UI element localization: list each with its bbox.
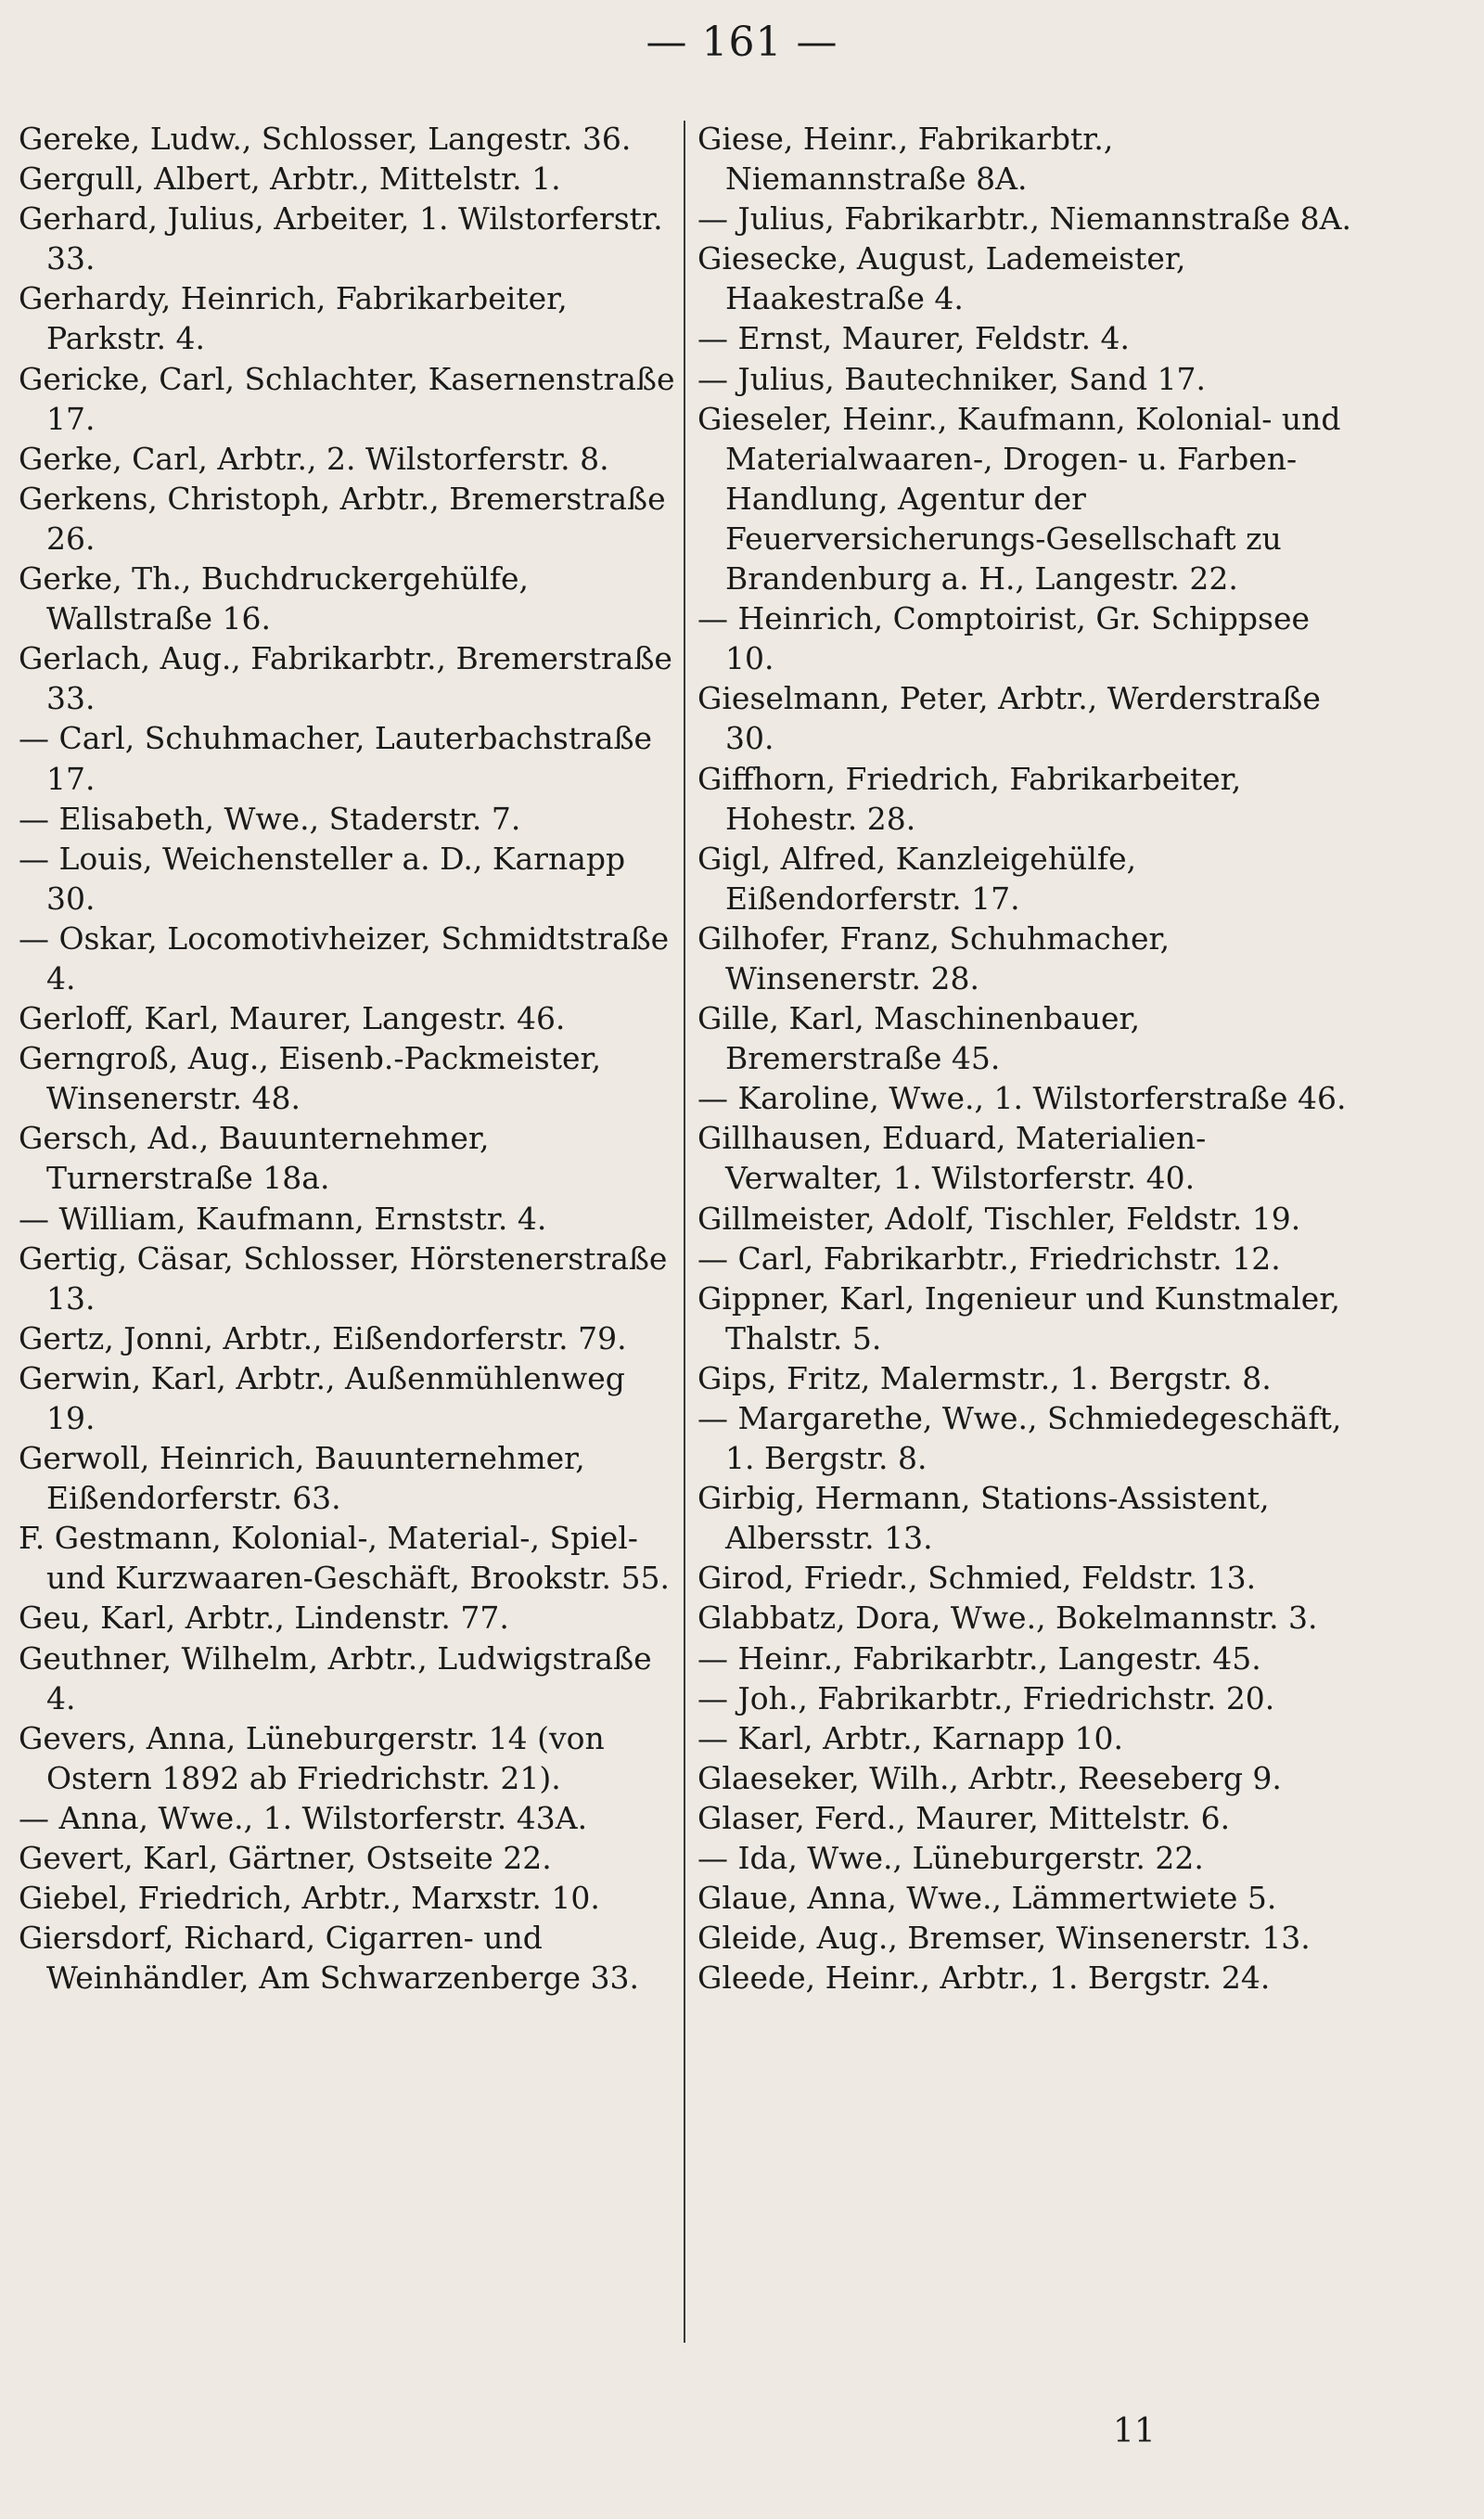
directory-entry: Gieselmann, Peter, Arbtr., Werderstraße 30.: [697, 680, 1321, 757]
directory-entry: Gillhausen, Eduard, Materialien-Verwalter, 1. Wilstorferstr. 40.: [697, 1120, 1207, 1197]
directory-entry: Gerhard, Julius, Arbeiter, 1. Wilstorferstr. 33.: [19, 200, 663, 277]
directory-entry: Geuthner, Wilhelm, Arbtr., Ludwigstraße 4.: [19, 1639, 652, 1716]
sheet-signature: 11: [1113, 2412, 1156, 2450]
directory-entry: Giersdorf, Richard, Cigarren- und Weinhändler, Am Schwarzenberge 33.: [19, 1920, 639, 1997]
directory-entry: Gereke, Ludw., Schlosser, Langestr. 36.: [19, 121, 632, 157]
directory-entry: — Julius, Fabrikarbtr., Niemannstraße 8A.: [697, 200, 1351, 238]
directory-entry: — Ida, Wwe., Lüneburgerstr. 22.: [697, 1840, 1204, 1877]
directory-entry: Gevers, Anna, Lüneburgerstr. 14 (von Ostern 1892 ab Friedrichstr. 21).: [19, 1719, 605, 1796]
directory-entry: — Heinr., Fabrikarbtr., Langestr. 45.: [697, 1639, 1261, 1677]
directory-entry: Gertig, Cäsar, Schlosser, Hörstenerstraße 13.: [19, 1240, 668, 1317]
directory-entry: Gilhofer, Franz, Schuhmacher, Winsenerstr. 28.: [697, 919, 1171, 996]
right-column: [697, 119, 1358, 1998]
left-column: [19, 119, 679, 1998]
directory-entry: Gerke, Th., Buchdruckergehülfe, Wallstraße 16.: [19, 560, 530, 637]
directory-entry: Giese, Heinr., Fabrikarbtr., Niemannstraße 8A.: [697, 121, 1114, 198]
directory-entry: Gerloff, Karl, Maurer, Langestr. 46.: [19, 1000, 566, 1037]
directory-entry: Gigl, Alfred, Kanzleigehülfe, Eißendorferstr. 17.: [697, 840, 1137, 917]
directory-entry: Gerkens, Christoph, Arbtr., Bremerstraße 26.: [19, 480, 666, 557]
directory-entry: Gerlach, Aug., Fabrikarbtr., Bremerstraße 33.: [19, 640, 672, 717]
directory-entry: — Ernst, Maurer, Feldstr. 4.: [697, 320, 1131, 357]
directory-entry: — Joh., Fabrikarbtr., Friedrichstr. 20.: [697, 1679, 1275, 1716]
directory-entry: Gleede, Heinr., Arbtr., 1. Bergstr. 24.: [697, 1960, 1271, 1997]
directory-entry: Gertz, Jonni, Arbtr., Eißendorferstr. 79.: [19, 1319, 627, 1356]
directory-entry: Giesecke, August, Lademeister, Haakestraße 4.: [697, 240, 1186, 317]
directory-entry: Girbig, Hermann, Stations-Assistent, Albersstr. 13.: [697, 1480, 1270, 1557]
directory-entry: — Margarethe, Wwe., Schmiedegeschäft, 1. Bergstr. 8.: [697, 1400, 1342, 1477]
directory-entry: Gerwin, Karl, Arbtr., Außenmühlenweg 19.: [19, 1359, 625, 1436]
directory-entry: Gerngroß, Aug., Eisenb.-Packmeister, Winsenerstr. 48.: [19, 1040, 602, 1117]
directory-entry: F. Gestmann, Kolonial-, Material-, Spiel- und Kurzwaaren-Geschäft, Brookstr. 55.: [19, 1520, 671, 1597]
directory-entry: — Oskar, Locomotivheizer, Schmidtstraße 4.: [19, 919, 670, 996]
directory-entry: Glaue, Anna, Wwe., Lämmertwiete 5.: [697, 1880, 1277, 1917]
directory-entry: Giffhorn, Friedrich, Fabrikarbeiter, Hohestr. 28.: [697, 760, 1242, 837]
directory-entry: — William, Kaufmann, Ernststr. 4.: [19, 1200, 547, 1237]
directory-entry: Glaeseker, Wilh., Arbtr., Reeseberg 9.: [697, 1759, 1282, 1796]
directory-entry: Gerke, Carl, Arbtr., 2. Wilstorferstr. 8.: [19, 440, 609, 477]
directory-entry: — Julius, Bautechniker, Sand 17.: [697, 360, 1207, 397]
page-number: — 161 —: [646, 19, 838, 66]
directory-entry: Gieseler, Heinr., Kaufmann, Kolonial- und Materialwaaren-, Drogen- u. Farben-Handlung, Agentur der Feuerversicherungs-Gesellschaft zu Brandenburg a. H., Langestr. 22.: [697, 400, 1341, 598]
directory-entry: — Anna, Wwe., 1. Wilstorferstr. 43A.: [19, 1799, 588, 1836]
directory-entry: Gerhardy, Heinrich, Fabrikarbeiter, Parkstr. 4.: [19, 280, 568, 357]
directory-entry: — Heinrich, Comptoirist, Gr. Schippsee 10.: [697, 600, 1310, 677]
directory-entry: Gevert, Karl, Gärtner, Ostseite 22.: [19, 1840, 552, 1877]
directory-entry: — Elisabeth, Wwe., Staderstr. 7.: [19, 800, 521, 837]
directory-entry: Girod, Friedr., Schmied, Feldstr. 13.: [697, 1560, 1257, 1597]
directory-entry: Glabbatz, Dora, Wwe., Bokelmannstr. 3.: [697, 1600, 1318, 1637]
directory-entry: Gleide, Aug., Bremser, Winsenerstr. 13.: [697, 1920, 1311, 1957]
directory-entry: — Carl, Schuhmacher, Lauterbachstraße 17.: [19, 720, 653, 797]
directory-entry: Gersch, Ad., Bauunternehmer, Turnerstraße 18a.: [19, 1120, 490, 1197]
directory-entry: — Karoline, Wwe., 1. Wilstorferstraße 46.: [697, 1080, 1347, 1117]
column-divider: [684, 121, 685, 2343]
directory-entry: Gips, Fritz, Malermstr., 1. Bergstr. 8.: [697, 1359, 1272, 1396]
directory-entry: Glaser, Ferd., Maurer, Mittelstr. 6.: [697, 1799, 1231, 1836]
directory-entry: Gillmeister, Adolf, Tischler, Feldstr. 19.: [697, 1200, 1301, 1237]
directory-entry: — Louis, Weichensteller a. D., Karnapp 30.: [19, 840, 626, 917]
directory-entry: — Carl, Fabrikarbtr., Friedrichstr. 12.: [697, 1240, 1281, 1277]
directory-entry: Gerwoll, Heinrich, Bauunternehmer, Eißendorferstr. 63.: [19, 1440, 585, 1517]
directory-entry: — Karl, Arbtr., Karnapp 10.: [697, 1719, 1123, 1756]
directory-entry: Gille, Karl, Maschinenbauer, Bremerstraße 45.: [697, 1000, 1141, 1077]
directory-entry: Giebel, Friedrich, Arbtr., Marxstr. 10.: [19, 1880, 600, 1917]
directory-entry: Geu, Karl, Arbtr., Lindenstr. 77.: [19, 1600, 509, 1637]
directory-entry: Gericke, Carl, Schlachter, Kasernenstraße 17.: [19, 360, 675, 437]
directory-entry: Gippner, Karl, Ingenieur und Kunstmaler, Thalstr. 5.: [697, 1279, 1340, 1356]
directory-entry: Gergull, Albert, Arbtr., Mittelstr. 1.: [19, 161, 561, 198]
